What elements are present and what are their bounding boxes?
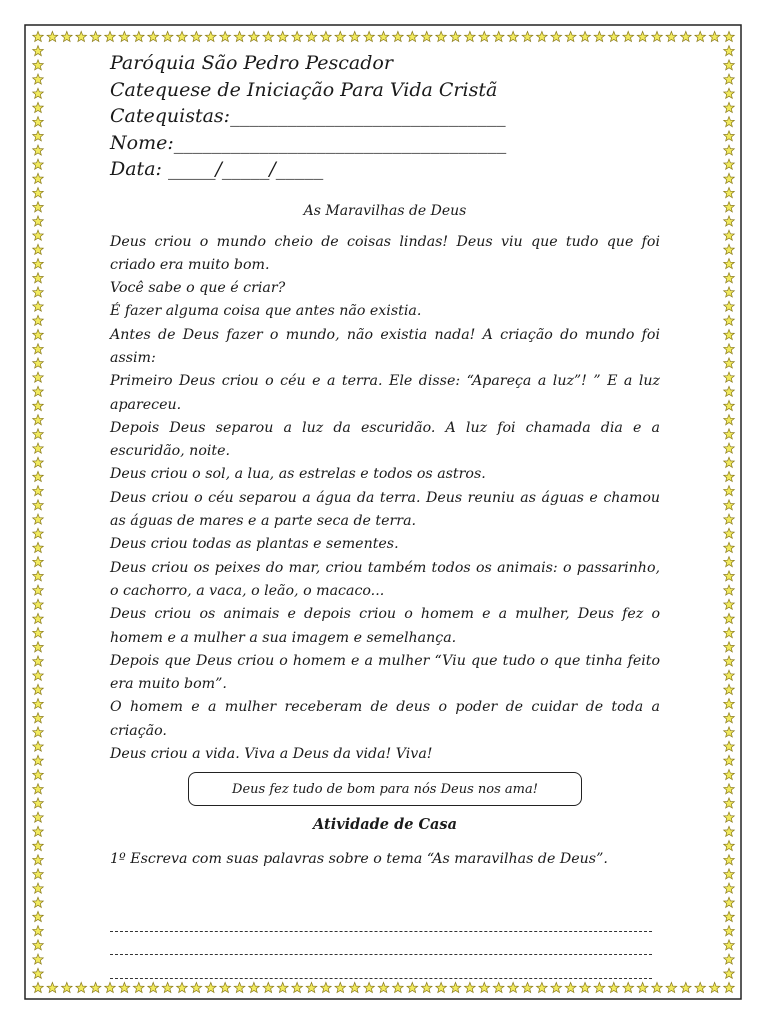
date-field: Data: _____/_____/_____	[110, 158, 324, 180]
star-icon	[292, 982, 303, 992]
star-icon	[724, 131, 735, 141]
story-paragraph: É fazer alguma coisa que antes não existia.	[110, 303, 422, 320]
star-icon	[321, 982, 332, 992]
star-icon	[33, 528, 44, 538]
star-icon	[407, 31, 418, 41]
star-icon	[724, 628, 735, 638]
star-icon	[33, 188, 44, 198]
star-icon	[450, 31, 461, 41]
star-icon	[33, 841, 44, 851]
story-body	[110, 231, 660, 767]
star-icon	[623, 31, 634, 41]
star-icon	[724, 784, 735, 794]
star-icon	[33, 812, 44, 822]
star-icon	[724, 301, 735, 311]
star-icon	[62, 982, 73, 992]
star-icon	[33, 798, 44, 808]
star-icon	[724, 31, 735, 41]
star-icon	[33, 954, 44, 964]
star-icon	[349, 31, 360, 41]
star-icon	[33, 358, 44, 368]
star-icon	[724, 557, 735, 567]
star-icon	[724, 713, 735, 723]
star-icon	[33, 131, 44, 141]
story-paragraph: Deus criou a vida. Viva a Deus da vida! Viva!	[110, 746, 433, 763]
star-icon	[33, 755, 44, 765]
star-icon	[33, 259, 44, 269]
star-icon	[76, 31, 87, 41]
star-icon	[724, 514, 735, 524]
catechists-field: Catequistas:_____________________________	[110, 105, 506, 127]
star-icon	[493, 982, 504, 992]
star-icon	[234, 982, 245, 992]
star-icon	[724, 699, 735, 709]
star-icon	[292, 31, 303, 41]
star-icon	[508, 31, 519, 41]
star-icon	[537, 982, 548, 992]
star-icon	[724, 500, 735, 510]
star-icon	[724, 911, 735, 921]
star-icon	[33, 457, 44, 467]
star-icon	[33, 670, 44, 680]
star-icon	[33, 244, 44, 254]
star-icon	[681, 31, 692, 41]
star-icon	[580, 982, 591, 992]
star-icon	[33, 429, 44, 439]
star-icon	[47, 31, 58, 41]
star-icon	[407, 982, 418, 992]
star-icon	[191, 982, 202, 992]
star-icon	[724, 330, 735, 340]
star-icon	[162, 31, 173, 41]
star-icon	[33, 344, 44, 354]
star-icon	[220, 982, 231, 992]
star-icon	[724, 74, 735, 84]
star-icon	[637, 982, 648, 992]
star-icon	[652, 31, 663, 41]
star-icon	[33, 855, 44, 865]
star-icon	[33, 968, 44, 978]
story-paragraph: Deus criou os peixes do mar, criou também todos os animais: o passarinho, o cachorro, a vaca, o leão, o macaco...	[110, 559, 660, 599]
star-icon	[695, 982, 706, 992]
star-icon	[33, 713, 44, 723]
star-icon	[33, 230, 44, 240]
star-icon	[421, 31, 432, 41]
story-paragraph: Primeiro Deus criou o céu e a terra. Ele disse: “Apareça a luz”! ” E a luz apareceu.	[110, 373, 660, 413]
star-icon	[724, 216, 735, 226]
star-icon	[249, 31, 260, 41]
star-icon	[724, 188, 735, 198]
parish-name: Paróquia São Pedro Pescador	[110, 52, 393, 74]
star-icon	[33, 613, 44, 623]
star-icon	[493, 31, 504, 41]
star-icon	[450, 982, 461, 992]
star-icon	[378, 982, 389, 992]
star-icon	[33, 216, 44, 226]
star-icon	[724, 244, 735, 254]
star-icon	[33, 60, 44, 70]
star-icon	[263, 31, 274, 41]
star-icon	[565, 982, 576, 992]
star-icon	[724, 954, 735, 964]
star-icon	[724, 358, 735, 368]
star-icon	[33, 117, 44, 127]
star-icon	[724, 940, 735, 950]
star-icon	[277, 31, 288, 41]
answer-line[interactable]	[110, 908, 652, 932]
star-icon	[421, 982, 432, 992]
star-icon	[33, 159, 44, 169]
star-icon	[594, 31, 605, 41]
activity-question: 1º Escreva com suas palavras sobre o tema “As maravilhas de Deus”.	[110, 851, 608, 867]
star-icon	[234, 31, 245, 41]
star-icon	[522, 982, 533, 992]
star-icon	[177, 31, 188, 41]
star-icon	[724, 926, 735, 936]
star-icon	[220, 31, 231, 41]
star-icon	[551, 31, 562, 41]
star-icon	[133, 982, 144, 992]
star-icon	[551, 982, 562, 992]
star-icon	[580, 31, 591, 41]
star-icon	[393, 31, 404, 41]
star-icon	[724, 770, 735, 780]
callout-box: Deus fez tudo de bom para nós Deus nos ama!	[188, 772, 582, 806]
story-paragraph: Depois Deus separou a luz da escuridão. A luz foi chamada dia e a escuridão, noite.	[110, 419, 660, 460]
star-icon	[33, 557, 44, 567]
star-icon	[522, 31, 533, 41]
star-icon	[33, 585, 44, 595]
star-icon	[465, 31, 476, 41]
story-paragraph: Depois que Deus criou o homem e a mulher “Viu que tudo o que tinha feito era muito bom”.	[110, 652, 660, 693]
star-icon	[724, 471, 735, 481]
star-icon	[33, 826, 44, 836]
star-icon	[724, 429, 735, 439]
story-paragraph: Deus criou todas as plantas e sementes.	[110, 536, 399, 553]
star-icon	[249, 982, 260, 992]
star-icon	[33, 869, 44, 879]
star-icon	[378, 31, 389, 41]
star-icon	[33, 911, 44, 921]
star-icon	[90, 31, 101, 41]
star-icon	[33, 628, 44, 638]
star-icon	[33, 699, 44, 709]
star-icon	[724, 202, 735, 212]
star-icon	[321, 31, 332, 41]
star-icon	[33, 74, 44, 84]
star-icon	[724, 599, 735, 609]
star-icon	[724, 542, 735, 552]
star-icon	[33, 770, 44, 780]
star-icon	[33, 273, 44, 283]
star-icon	[33, 102, 44, 112]
star-icon	[724, 585, 735, 595]
star-icon	[33, 88, 44, 98]
star-icon	[724, 883, 735, 893]
star-icon	[724, 88, 735, 98]
story-paragraph: Deus criou os animais e depois criou o homem e a mulher, Deus fez o homem e a mulher a sua imagem e semelhança.	[110, 606, 660, 646]
star-icon	[724, 869, 735, 879]
star-icon	[349, 982, 360, 992]
star-icon	[33, 599, 44, 609]
star-icon	[724, 117, 735, 127]
star-icon	[724, 386, 735, 396]
story-paragraph: Deus criou o mundo cheio de coisas lindas! Deus viu que tudo que foi criado era muito bom.	[110, 233, 660, 273]
star-icon	[33, 500, 44, 510]
star-icon	[436, 982, 447, 992]
star-icon	[695, 31, 706, 41]
star-icon	[33, 684, 44, 694]
star-icon	[148, 982, 159, 992]
star-icon	[33, 982, 44, 992]
star-icon	[335, 982, 346, 992]
star-icon	[724, 571, 735, 581]
star-icon	[33, 883, 44, 893]
star-icon	[47, 982, 58, 992]
star-icon	[724, 400, 735, 410]
star-icon	[33, 173, 44, 183]
star-icon	[724, 159, 735, 169]
star-icon	[724, 982, 735, 992]
star-icon	[724, 102, 735, 112]
star-icon	[119, 31, 130, 41]
star-icon	[33, 31, 44, 41]
star-icon	[724, 968, 735, 978]
name-field: Nome:___________________________________	[110, 131, 507, 154]
star-icon	[33, 656, 44, 666]
answer-line[interactable]	[110, 955, 652, 979]
star-icon	[335, 31, 346, 41]
star-icon	[33, 642, 44, 652]
star-icon	[724, 812, 735, 822]
star-icon	[33, 202, 44, 212]
star-icon	[724, 855, 735, 865]
star-icon	[263, 982, 274, 992]
star-icon	[652, 982, 663, 992]
answer-area[interactable]	[110, 908, 652, 979]
star-icon	[508, 982, 519, 992]
star-icon	[724, 486, 735, 496]
star-icon	[133, 31, 144, 41]
star-icon	[306, 31, 317, 41]
star-icon	[479, 982, 490, 992]
star-icon	[724, 230, 735, 240]
star-icon	[724, 656, 735, 666]
star-icon	[724, 642, 735, 652]
star-icon	[33, 486, 44, 496]
star-icon	[724, 259, 735, 269]
activity-title: Atividade de Casa	[313, 816, 457, 833]
story-paragraph: Deus criou o céu separou a água da terra. Deus reuniu as águas e chamou as águas de mares e a parte seca de terra.	[110, 489, 660, 530]
star-icon	[724, 443, 735, 453]
star-icon	[724, 287, 735, 297]
program-name: Catequese de Iniciação Para Vida Cristã	[110, 78, 498, 101]
star-icon	[724, 145, 735, 155]
star-icon	[205, 31, 216, 41]
star-icon	[436, 31, 447, 41]
star-icon	[277, 982, 288, 992]
star-icon	[724, 841, 735, 851]
story-paragraph: Deus criou o sol, a lua, as estrelas e todos os astros.	[110, 466, 486, 483]
star-icon	[724, 755, 735, 765]
star-icon	[33, 514, 44, 524]
star-icon	[724, 46, 735, 56]
star-icon	[724, 273, 735, 283]
star-icon	[594, 982, 605, 992]
star-icon	[33, 542, 44, 552]
star-icon	[623, 982, 634, 992]
star-icon	[393, 982, 404, 992]
star-icon	[724, 372, 735, 382]
star-icon	[33, 471, 44, 481]
star-icon	[33, 443, 44, 453]
star-icon	[33, 301, 44, 311]
star-icon	[666, 982, 677, 992]
star-icon	[33, 330, 44, 340]
worksheet	[110, 50, 660, 867]
star-icon	[33, 784, 44, 794]
star-icon	[62, 31, 73, 41]
star-icon	[709, 31, 720, 41]
star-icon	[33, 372, 44, 382]
star-icon	[724, 415, 735, 425]
star-icon	[33, 571, 44, 581]
star-icon	[33, 400, 44, 410]
star-icon	[33, 145, 44, 155]
star-icon	[724, 741, 735, 751]
star-icon	[33, 940, 44, 950]
star-icon	[205, 982, 216, 992]
star-icon	[565, 31, 576, 41]
star-icon	[33, 741, 44, 751]
star-icon	[724, 528, 735, 538]
star-icon	[609, 982, 620, 992]
star-icon	[33, 415, 44, 425]
star-icon	[637, 31, 648, 41]
star-icon	[33, 727, 44, 737]
star-icon	[724, 613, 735, 623]
story-paragraph: Antes de Deus fazer o mundo, não existia nada! A criação do mundo foi assim:	[110, 326, 660, 366]
star-icon	[105, 31, 116, 41]
star-icon	[479, 31, 490, 41]
star-icon	[33, 926, 44, 936]
star-icon	[724, 727, 735, 737]
star-icon	[306, 982, 317, 992]
star-icon	[33, 46, 44, 56]
story-paragraph: Você sabe o que é criar?	[110, 280, 286, 297]
star-icon	[724, 798, 735, 808]
star-icon	[76, 982, 87, 992]
star-icon	[609, 31, 620, 41]
star-icon	[724, 60, 735, 70]
star-icon	[465, 982, 476, 992]
star-icon	[90, 982, 101, 992]
star-icon	[119, 982, 130, 992]
story-paragraph: O homem e a mulher receberam de deus o poder de cuidar de toda a criação.	[110, 699, 660, 739]
star-icon	[709, 982, 720, 992]
star-icon	[724, 173, 735, 183]
star-icon	[724, 897, 735, 907]
story-title: As Maravilhas de Deus	[303, 202, 467, 219]
star-icon	[681, 982, 692, 992]
star-icon	[724, 670, 735, 680]
star-icon	[105, 982, 116, 992]
star-icon	[177, 982, 188, 992]
star-icon	[33, 315, 44, 325]
star-icon	[537, 31, 548, 41]
star-icon	[364, 31, 375, 41]
answer-line[interactable]	[110, 932, 652, 956]
star-icon	[724, 826, 735, 836]
star-icon	[191, 31, 202, 41]
star-icon	[724, 684, 735, 694]
star-icon	[724, 315, 735, 325]
star-icon	[364, 982, 375, 992]
star-icon	[724, 344, 735, 354]
star-icon	[724, 457, 735, 467]
star-icon	[148, 31, 159, 41]
star-icon	[33, 287, 44, 297]
star-icon	[33, 897, 44, 907]
star-icon	[33, 386, 44, 396]
star-icon	[162, 982, 173, 992]
star-icon	[666, 31, 677, 41]
